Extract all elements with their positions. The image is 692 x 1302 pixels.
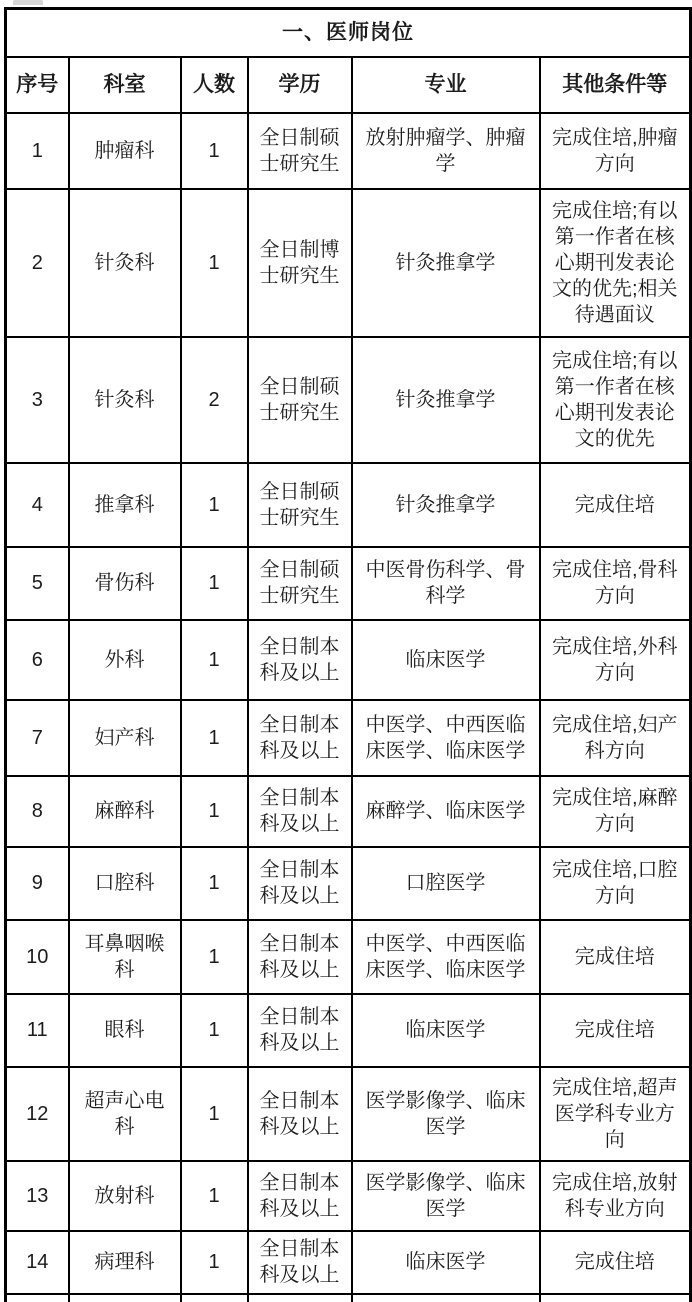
department-cell (69, 1294, 181, 1302)
conditions-cell (540, 1294, 691, 1302)
row-number-cell: 8 (6, 776, 69, 847)
education-cell: 全日制硕士研究生 (248, 113, 352, 189)
row-number-cell: 12 (6, 1067, 69, 1161)
major-cell: 临床医学 (352, 620, 540, 700)
row-number-cell: 3 (6, 337, 69, 463)
department-cell: 耳鼻咽喉科 (69, 920, 181, 994)
headcount-cell: 1 (181, 463, 248, 547)
major-cell: 临床医学 (352, 1231, 540, 1294)
table-title-row (6, 9, 691, 57)
education-cell (248, 1294, 352, 1302)
education-cell: 全日制硕士研究生 (248, 547, 352, 620)
headcount-cell: 1 (181, 113, 248, 189)
department-cell: 眼科 (69, 994, 181, 1067)
column-header-number: 序号 (6, 57, 69, 113)
table-row (6, 847, 691, 920)
headcount-cell: 1 (181, 189, 248, 337)
table-body (6, 113, 691, 1302)
major-cell: 临床医学 (352, 994, 540, 1067)
table-row (6, 189, 691, 337)
column-header-education: 学历 (248, 57, 352, 113)
row-number-cell: 11 (6, 994, 69, 1067)
conditions-cell: 完成住培 (540, 994, 691, 1067)
row-number-cell: 1 (6, 113, 69, 189)
education-cell: 全日制本科及以上 (248, 1161, 352, 1231)
table-row (6, 113, 691, 189)
headcount-cell: 1 (181, 620, 248, 700)
table-row (6, 1231, 691, 1294)
department-cell: 口腔科 (69, 847, 181, 920)
conditions-cell: 完成住培,骨科方向 (540, 547, 691, 620)
headcount-cell: 1 (181, 1231, 248, 1294)
headcount-cell: 1 (181, 776, 248, 847)
headcount-cell: 1 (181, 920, 248, 994)
department-cell: 妇产科 (69, 700, 181, 776)
row-number-cell: 5 (6, 547, 69, 620)
education-cell: 全日制本科及以上 (248, 776, 352, 847)
major-cell: 口腔医学 (352, 847, 540, 920)
table-row (6, 920, 691, 994)
education-cell: 全日制本科及以上 (248, 1231, 352, 1294)
conditions-cell: 完成住培 (540, 463, 691, 547)
row-number-cell: 2 (6, 189, 69, 337)
table-row (6, 776, 691, 847)
conditions-cell: 完成住培,妇产科方向 (540, 700, 691, 776)
education-cell: 全日制本科及以上 (248, 994, 352, 1067)
row-number-cell: 9 (6, 847, 69, 920)
column-header-conditions: 其他条件等 (540, 57, 691, 113)
table-title: 一、医师岗位 (6, 9, 691, 57)
table-row (6, 994, 691, 1067)
column-header-headcount: 人数 (181, 57, 248, 113)
background-artifact (13, 0, 43, 5)
major-cell: 中医骨伤科学、骨科学 (352, 547, 540, 620)
headcount-cell: 1 (181, 1161, 248, 1231)
headcount-cell: 1 (181, 994, 248, 1067)
education-cell: 全日制本科及以上 (248, 847, 352, 920)
row-number-cell: 13 (6, 1161, 69, 1231)
row-number-cell: 7 (6, 700, 69, 776)
table-row (6, 1067, 691, 1161)
conditions-cell: 完成住培,肿瘤方向 (540, 113, 691, 189)
headcount-cell: 1 (181, 547, 248, 620)
major-cell: 针灸推拿学 (352, 337, 540, 463)
department-cell: 放射科 (69, 1161, 181, 1231)
table-row (6, 1161, 691, 1231)
conditions-cell: 完成住培;有以第一作者在核心期刊发表论文的优先 (540, 337, 691, 463)
row-number-cell: 14 (6, 1231, 69, 1294)
table-header-row (6, 57, 691, 113)
row-number-cell: 10 (6, 920, 69, 994)
education-cell: 全日制硕士研究生 (248, 337, 352, 463)
column-header-department: 科室 (69, 57, 181, 113)
table-row (6, 700, 691, 776)
education-cell: 全日制博士研究生 (248, 189, 352, 337)
major-cell: 针灸推拿学 (352, 189, 540, 337)
department-cell: 骨伤科 (69, 547, 181, 620)
table-row-partial (6, 1294, 691, 1302)
column-header-major: 专业 (352, 57, 540, 113)
major-cell: 中医学、中西医临床医学、临床医学 (352, 920, 540, 994)
headcount-cell: 1 (181, 847, 248, 920)
conditions-cell: 完成住培,放射科专业方向 (540, 1161, 691, 1231)
table-row (6, 337, 691, 463)
department-cell: 麻醉科 (69, 776, 181, 847)
headcount-cell (181, 1294, 248, 1302)
conditions-cell: 完成住培;有以第一作者在核心期刊发表论文的优先;相关待遇面议 (540, 189, 691, 337)
headcount-cell: 1 (181, 700, 248, 776)
department-cell: 肿瘤科 (69, 113, 181, 189)
major-cell: 放射肿瘤学、肿瘤学 (352, 113, 540, 189)
conditions-cell: 完成住培,麻醉方向 (540, 776, 691, 847)
row-number-cell: 6 (6, 620, 69, 700)
department-cell: 针灸科 (69, 189, 181, 337)
major-cell: 针灸推拿学 (352, 463, 540, 547)
major-cell: 医学影像学、临床医学 (352, 1161, 540, 1231)
row-number-cell: 4 (6, 463, 69, 547)
conditions-cell: 完成住培 (540, 1231, 691, 1294)
major-cell: 医学影像学、临床医学 (352, 1067, 540, 1161)
conditions-cell: 完成住培 (540, 920, 691, 994)
education-cell: 全日制硕士研究生 (248, 463, 352, 547)
education-cell: 全日制本科及以上 (248, 1067, 352, 1161)
physician-positions-table (4, 7, 692, 1302)
major-cell: 中医学、中西医临床医学、临床医学 (352, 700, 540, 776)
row-number-cell (6, 1294, 69, 1302)
table-row (6, 620, 691, 700)
conditions-cell: 完成住培,外科方向 (540, 620, 691, 700)
table-row (6, 547, 691, 620)
table-row (6, 463, 691, 547)
education-cell: 全日制本科及以上 (248, 620, 352, 700)
department-cell: 针灸科 (69, 337, 181, 463)
major-cell: 麻醉学、临床医学 (352, 776, 540, 847)
headcount-cell: 2 (181, 337, 248, 463)
major-cell (352, 1294, 540, 1302)
conditions-cell: 完成住培,口腔方向 (540, 847, 691, 920)
department-cell: 超声心电科 (69, 1067, 181, 1161)
education-cell: 全日制本科及以上 (248, 920, 352, 994)
headcount-cell: 1 (181, 1067, 248, 1161)
conditions-cell: 完成住培,超声医学科专业方向 (540, 1067, 691, 1161)
department-cell: 外科 (69, 620, 181, 700)
education-cell: 全日制本科及以上 (248, 700, 352, 776)
department-cell: 病理科 (69, 1231, 181, 1294)
department-cell: 推拿科 (69, 463, 181, 547)
